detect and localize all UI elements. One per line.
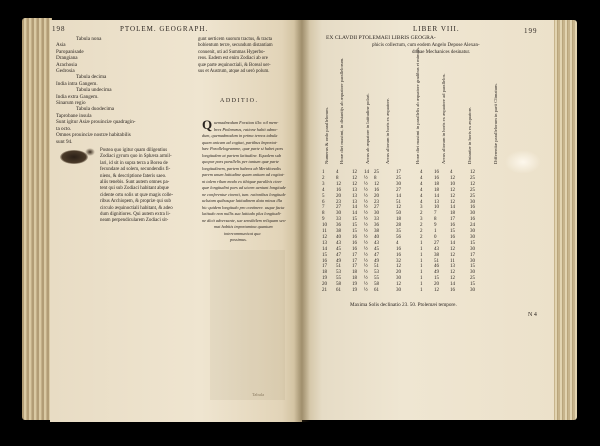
italic-line: quam unicam ad cogitat, partibus lmportat-: [202, 139, 278, 145]
text-line: bobientum terræ, secundum distantiam: [198, 43, 273, 49]
table-cell: 53: [374, 270, 379, 276]
list-line: India extra Gangem.: [56, 93, 99, 100]
table-cell: 28: [396, 223, 401, 229]
table-cell: 49: [374, 258, 379, 264]
table-cell: 8: [336, 175, 339, 181]
table-cell: 1: [420, 270, 423, 276]
list-line: Tabula nona: [76, 36, 102, 42]
table-cell: 30: [470, 258, 475, 264]
table-cell: 2: [420, 211, 423, 217]
table-cell: 30: [470, 246, 475, 252]
table-cell: 17: [352, 252, 357, 258]
table-cell: 1: [420, 252, 423, 258]
table-cell: 12: [470, 170, 475, 175]
table-cell: 13: [322, 240, 327, 246]
table-cell: 27: [396, 187, 401, 193]
table-cell: 12: [450, 187, 455, 193]
table-cell: 46: [434, 264, 439, 270]
table-cell: 27: [374, 205, 379, 211]
table-cell: 2: [420, 234, 423, 240]
table-cell: 55: [374, 276, 379, 282]
table-cell: 18: [352, 276, 357, 282]
paragraph-line: Postea quo igitur quam diligentius: [100, 148, 168, 153]
table-cell: 12: [396, 205, 401, 211]
table-cell: 38: [336, 229, 341, 234]
table-cell: 19: [352, 282, 357, 288]
column-header: Arcus aliorum in horis ex æquatore ad parallelos.: [441, 73, 446, 164]
table-cell: 4: [420, 175, 423, 181]
table-footer: Maxima Solis declinatio 23. 50. Ptolemæi tempore.: [350, 302, 457, 308]
table-cell: 2: [322, 175, 325, 181]
table-cell: 33: [336, 217, 341, 223]
table-cell: 58: [374, 282, 379, 288]
paragraph-line: circulo æquinoctiali habitant, & adeo: [100, 205, 173, 211]
table-cell: 19: [352, 288, 357, 293]
table-cell: 3: [420, 205, 423, 211]
table-cell: 10: [322, 223, 327, 229]
table-cell: 8: [374, 175, 377, 181]
table-cell: 12: [352, 170, 357, 175]
table-cell: 1: [420, 258, 423, 264]
table-cell: 8: [322, 211, 325, 217]
table-cell: 14: [352, 205, 357, 211]
table-cell: 4: [450, 170, 453, 175]
table-cell: 14: [322, 246, 327, 252]
column-header: Numerus & ordo parallelorum.: [324, 107, 329, 164]
table-cell: 4: [420, 187, 423, 193]
list-line: Asia: [56, 42, 66, 49]
table-cell: 20: [336, 193, 341, 199]
table-cell: 58: [336, 282, 341, 288]
table-cell: 14: [352, 211, 357, 217]
table-cell: 18: [352, 270, 357, 276]
show-through-label: Tabula: [252, 392, 265, 397]
table-cell: 40: [374, 234, 379, 240]
table-cell: ½: [364, 282, 368, 288]
table-cell: 16: [374, 187, 379, 193]
table-cell: ½: [364, 175, 368, 181]
table-cell: 20: [396, 270, 401, 276]
table-cell: 15: [470, 282, 475, 288]
book-gutter: [294, 20, 310, 422]
table-cell: 25: [470, 193, 475, 199]
list-line: India intra Gangem.: [56, 80, 98, 87]
table-cell: 13: [352, 187, 357, 193]
table-cell: 16: [470, 205, 475, 211]
table-cell: 1: [420, 240, 423, 246]
table-cell: 15: [434, 276, 439, 282]
table-cell: 15: [352, 223, 357, 229]
table-cell: 4: [420, 170, 423, 175]
table-cell: ½: [364, 252, 368, 258]
table-cell: 49: [434, 270, 439, 276]
italic-line: hæc Parallelogramme, quæ parte si habet pars: [202, 146, 284, 151]
table-cell: 12: [450, 175, 455, 181]
italic-line: longitudinem, partem habens ab Meridionalis: [202, 165, 281, 171]
table-cell: 17: [450, 217, 455, 223]
table-cell: ½: [364, 211, 368, 217]
table-cell: 30: [396, 276, 401, 282]
table-cell: 40: [336, 234, 341, 240]
paragraph-line: tent qui sub Zodiaci habitant abque: [100, 186, 169, 192]
italic-line: nt talem rilum modo ex tibiquæ paralleis cinn-: [202, 178, 283, 184]
italic-line: intercommunicat qua: [224, 230, 261, 236]
table-cell: 14: [396, 193, 401, 199]
table-cell: 12: [322, 234, 327, 240]
table-cell: 13: [352, 193, 357, 199]
table-cell: 10: [450, 181, 455, 187]
table-cell: 43: [434, 246, 439, 252]
paragraph-line: neam perpendicularem Zodiaci sit-: [100, 218, 169, 224]
paragraph-line: Zodiaci gyrum quo in Sphæra armil-: [100, 154, 172, 160]
table-cell: 18: [434, 187, 439, 193]
table-cell: 51: [374, 264, 379, 270]
table-cell: ½: [364, 229, 368, 234]
italic-line: hic quidem longitudo pro continere. usque facta: [202, 204, 285, 210]
table-cell: 18: [396, 217, 401, 223]
table-cell: 14: [364, 170, 369, 175]
table-cell: 36: [374, 223, 379, 229]
italic-line: quæ longitudini pars ad uicem ueniunt longitude: [202, 185, 286, 190]
table-cell: 16: [450, 234, 455, 240]
table-cell: 9: [322, 217, 325, 223]
table-cell: 43: [336, 240, 341, 246]
table-cell: 14: [450, 240, 455, 246]
paragraph-line: dum dignitiores. Qui autem extra li-: [100, 212, 171, 218]
table-cell: 27: [336, 205, 341, 211]
table-cell: ½: [364, 234, 368, 240]
title-line: EX CLAVDII PTOLEMAEI LIBRIS GEOGRA-: [326, 35, 436, 41]
list-line: Sunt igitur Asiæ prouinciæ quadragin-: [56, 119, 136, 126]
table-cell: 25: [470, 175, 475, 181]
table-cell: 33: [374, 217, 379, 223]
table-cell: 12: [450, 252, 455, 258]
table-cell: 2: [420, 223, 423, 229]
table-cell: 13: [352, 199, 357, 205]
table-cell: 47: [374, 252, 379, 258]
table-cell: 55: [336, 276, 341, 282]
table-cell: ½: [364, 193, 368, 199]
table-cell: 14: [434, 193, 439, 199]
table-cell: 17: [352, 258, 357, 264]
italic-line: possimus.: [230, 237, 247, 242]
table-cell: 32: [396, 258, 401, 264]
italic-line: parem unum latitudine quam unitam ad cogitat-: [202, 172, 285, 177]
table-cell: 12: [336, 181, 341, 187]
table-cell: 16: [352, 246, 357, 252]
left-page-edges: [22, 18, 52, 420]
table-cell: 11: [450, 258, 455, 264]
table-cell: 16: [434, 175, 439, 181]
table-cell: 5: [322, 193, 325, 199]
text-line: quæ parte æquinoctiali, & Boreal uer-: [198, 62, 271, 68]
table-cell: 16: [396, 246, 401, 252]
table-cell: 17: [352, 264, 357, 270]
ink-stain: [60, 150, 88, 164]
table-cell: 35: [396, 229, 401, 234]
table-cell: 16: [470, 217, 475, 223]
table-cell: 30: [396, 181, 401, 187]
table-cell: 12: [450, 276, 455, 282]
table-cell: 4: [322, 187, 325, 193]
table-cell: 45: [336, 246, 341, 252]
table-cell: 17: [396, 170, 401, 175]
table-cell: 16: [352, 234, 357, 240]
right-page-edges: [553, 20, 577, 420]
table-cell: 15: [470, 264, 475, 270]
table-cell: ½: [364, 205, 368, 211]
show-through-text: [210, 250, 285, 400]
table-cell: 12: [434, 288, 439, 293]
list-line: Arachosia: [56, 61, 78, 68]
list-line: Omnes prouinciæ nostræ habitabilis: [56, 132, 131, 139]
list-line: Drangiana: [56, 55, 78, 62]
table-cell: 25: [470, 187, 475, 193]
table-cell: 61: [374, 288, 379, 293]
addition-italic-text: [202, 120, 287, 244]
table-cell: 25: [396, 175, 401, 181]
left-column-list: [56, 36, 136, 145]
paragraph-line: niens, & descriptione fateris saeo.: [100, 173, 167, 179]
table-cell: 12: [470, 181, 475, 187]
table-cell: 17: [322, 264, 327, 270]
table-cell: 1: [420, 246, 423, 252]
paragraph-line: ribus Archiopem, & propriæ qui sub: [100, 199, 171, 205]
column-header: Horæ diei maximi, in distantijs ab æquatore parallelorum.: [339, 57, 344, 164]
list-line: Tabula duodecima: [76, 106, 115, 113]
table-cell: 36: [336, 223, 341, 229]
italic-line: bres Ptolemæus, ratione habit admo-: [214, 126, 278, 132]
table-cell: 20: [374, 193, 379, 199]
table-cell: ½: [364, 246, 368, 252]
table-cell: 3: [420, 217, 423, 223]
table-cell: 43: [374, 240, 379, 246]
table-cell: 9: [434, 223, 437, 229]
table-cell: 16: [396, 252, 401, 258]
table-cell: 51: [396, 199, 401, 205]
table-cell: 30: [470, 211, 475, 217]
drop-cap: Q: [202, 117, 213, 132]
table-cell: 16: [434, 170, 439, 175]
addition-heading: ADDITIO.: [220, 98, 259, 104]
table-cell: 12: [352, 175, 357, 181]
table-cell: ½: [364, 181, 368, 187]
paragraph-line: cidente ortu solis ut quæ magis colle-: [100, 192, 174, 198]
table-cell: 16: [450, 223, 455, 229]
column-header: Distantiæ in horis ex æquatore.: [467, 106, 472, 164]
table-cell: 1: [434, 229, 437, 234]
table-title: [326, 35, 480, 56]
table-cell: 20: [322, 282, 327, 288]
table-cell: 49: [336, 258, 341, 264]
table-cell: 53: [336, 270, 341, 276]
italic-line: longitudem at partem latitudine. Equalem sub: [202, 152, 282, 158]
table-cell: 21: [322, 288, 327, 293]
table-cell: 1: [322, 170, 325, 175]
paragraph-line: lari, id sit in supra terra a Borea de: [100, 160, 168, 166]
list-line: Paropanisade: [56, 48, 84, 55]
table-cell: 30: [374, 211, 379, 217]
table-cell: ½: [364, 223, 368, 229]
table-cell: 23: [374, 199, 379, 205]
italic-line: quopur pars parallelis per tantum quæ parte: [202, 159, 279, 164]
table-cell: ½: [364, 199, 368, 205]
table-cell: ½: [364, 270, 368, 276]
italic-line: ne dicit adversante, sue sensibilem reliquam sex-: [202, 217, 287, 223]
table-cell: 12: [396, 282, 401, 288]
table-cell: 4: [336, 170, 339, 175]
table-cell: 12: [450, 270, 455, 276]
table-cell: 47: [336, 252, 341, 258]
list-line: Tabula undecima: [76, 87, 112, 94]
right-column-top-text: [198, 37, 273, 75]
table-cell: 16: [450, 288, 455, 293]
italic-line: ne conferentur cinenti, tum. rationibus longitude: [202, 191, 286, 197]
table-cell: 56: [396, 234, 401, 240]
table-cell: ½: [364, 217, 368, 223]
italic-line: latitudo non nullis sua latitudo plus longitudi-: [202, 211, 282, 216]
signature-mark: N 4: [528, 312, 537, 318]
table-cell: ½: [364, 258, 368, 264]
table-cell: 17: [470, 252, 475, 258]
table-cell: 13: [450, 264, 455, 270]
italic-line: uclutam quibusque latitudinem data minus illa: [202, 198, 283, 203]
italic-line: mat habitis importamina quantum: [214, 224, 273, 229]
paragraph-line: fecundare ad solem, secundendis fi-: [100, 167, 171, 173]
list-line: ta octo.: [56, 125, 72, 132]
table-cell: 12: [352, 181, 357, 187]
table-cell: 12: [396, 264, 401, 270]
table-cell: 10: [434, 205, 439, 211]
table-cell: 13: [434, 199, 439, 205]
italic-line: dum, quemadmodum in prima ternos tabula: [202, 133, 278, 138]
table-cell: 15: [450, 229, 455, 234]
table-cell: ½: [364, 240, 368, 246]
table-cell: ½: [364, 276, 368, 282]
table-cell: 1: [420, 264, 423, 270]
table-cell: 7: [322, 205, 325, 211]
list-line: Gedrosia: [56, 68, 75, 75]
table-cell: 45: [374, 246, 379, 252]
table-cell: 50: [396, 211, 401, 217]
list-line: Taprobane insula: [56, 112, 92, 119]
table-cell: 27: [434, 240, 439, 246]
table-cell: 4: [396, 240, 399, 246]
list-line: Tabula decima: [76, 74, 107, 81]
table-cell: 11: [322, 229, 327, 234]
table-cell: 30: [336, 211, 341, 217]
table-cell: 12: [374, 181, 379, 187]
table-cell: 25: [374, 170, 379, 175]
title-line: drinae Mechanices desinatur.: [412, 50, 471, 55]
text-line: sus et Austrum, atque ad uerò polum.: [198, 69, 270, 75]
text-line: conuenit, uti ad Summas Hyperbo-: [198, 49, 266, 55]
table-cell: 14: [450, 205, 455, 211]
table-cell: 12: [450, 246, 455, 252]
table-cell: 4: [420, 199, 423, 205]
ink-stain-small: [85, 148, 95, 156]
table-cell: 14: [450, 282, 455, 288]
text-line: gunt uerticem suorum tractus, & tracta: [198, 37, 273, 42]
column-header: Differentiæ parallelorum in parti Climatum.: [493, 83, 498, 164]
table-cell: 18: [434, 181, 439, 187]
table-cell: 15: [470, 240, 475, 246]
left-page-number: 198: [52, 25, 66, 33]
table-cell: 15: [322, 252, 327, 258]
italic-line: uemadmodum Forsitan illa: nil mem-: [214, 120, 279, 125]
table-cell: 30: [396, 288, 401, 293]
table-cell: 3: [322, 181, 325, 187]
column-header: Arcus aliorum in horis ex æquatore.: [385, 97, 390, 164]
table-cell: 0: [434, 234, 437, 240]
right-page-number: 199: [524, 27, 538, 35]
table-cell: 6: [322, 199, 325, 205]
right-running-head: LIBER VIII.: [413, 25, 460, 33]
table-cell: 38: [374, 229, 379, 234]
table-cell: 16: [336, 187, 341, 193]
column-header: Horæ diei maximi in parallelis ab æquatore gradibus et minutis.: [415, 46, 420, 164]
table-cell: 16: [322, 258, 327, 264]
table-cell: 2: [420, 229, 423, 234]
table-cell: 16: [352, 240, 357, 246]
list-line: sunt 94.: [56, 138, 73, 145]
text-line: reos. Eadem est enim Zodiaci ab ore: [198, 56, 268, 62]
foxing-stain: [505, 150, 541, 174]
table-cell: 23: [336, 199, 341, 205]
table-cell: 38: [434, 252, 439, 258]
table-cell: 4: [420, 193, 423, 199]
table-cell: 51: [434, 258, 439, 264]
table-cell: 24: [470, 223, 475, 229]
table-cell: 1: [420, 276, 423, 282]
table-cell: 30: [470, 288, 475, 293]
table-cell: 12: [450, 193, 455, 199]
table-cell: 30: [470, 270, 475, 276]
table-cell: 61: [336, 288, 341, 293]
table-cell: 30: [470, 234, 475, 240]
table-cell: 18: [322, 270, 327, 276]
table-cell: 25: [470, 276, 475, 282]
list-line: Sinarum regio: [56, 100, 86, 107]
left-running-head: PTOLEM. GEOGRAPH.: [120, 25, 209, 33]
table-cell: ½: [364, 288, 368, 293]
table-cell: ½: [364, 264, 368, 270]
table-cell: 12: [450, 199, 455, 205]
table-cell: 30: [470, 199, 475, 205]
table-cell: 15: [352, 229, 357, 234]
column-header: Arcus ab æquatore in latitudine polari.: [365, 93, 370, 164]
table-cell: 7: [434, 211, 437, 217]
table-cell: ½: [364, 187, 368, 193]
table-cell: 1: [420, 288, 423, 293]
paragraph-line: aliis tenebis. Sunt autem omnes pa-: [100, 180, 170, 186]
table-cell: 8: [434, 217, 437, 223]
table-cell: 30: [470, 229, 475, 234]
table-cell: 4: [420, 181, 423, 187]
table-cell: 20: [434, 282, 439, 288]
table-cell: 18: [450, 211, 455, 217]
table-cell: 51: [336, 264, 341, 270]
title-line: phicis collectum, cum eodem Angelo Depose Alexan-: [372, 43, 480, 48]
table-cell: 1: [420, 282, 423, 288]
left-column-paragraph: [100, 148, 173, 225]
table-cell: 19: [322, 276, 327, 282]
table-cell: 15: [352, 217, 357, 223]
